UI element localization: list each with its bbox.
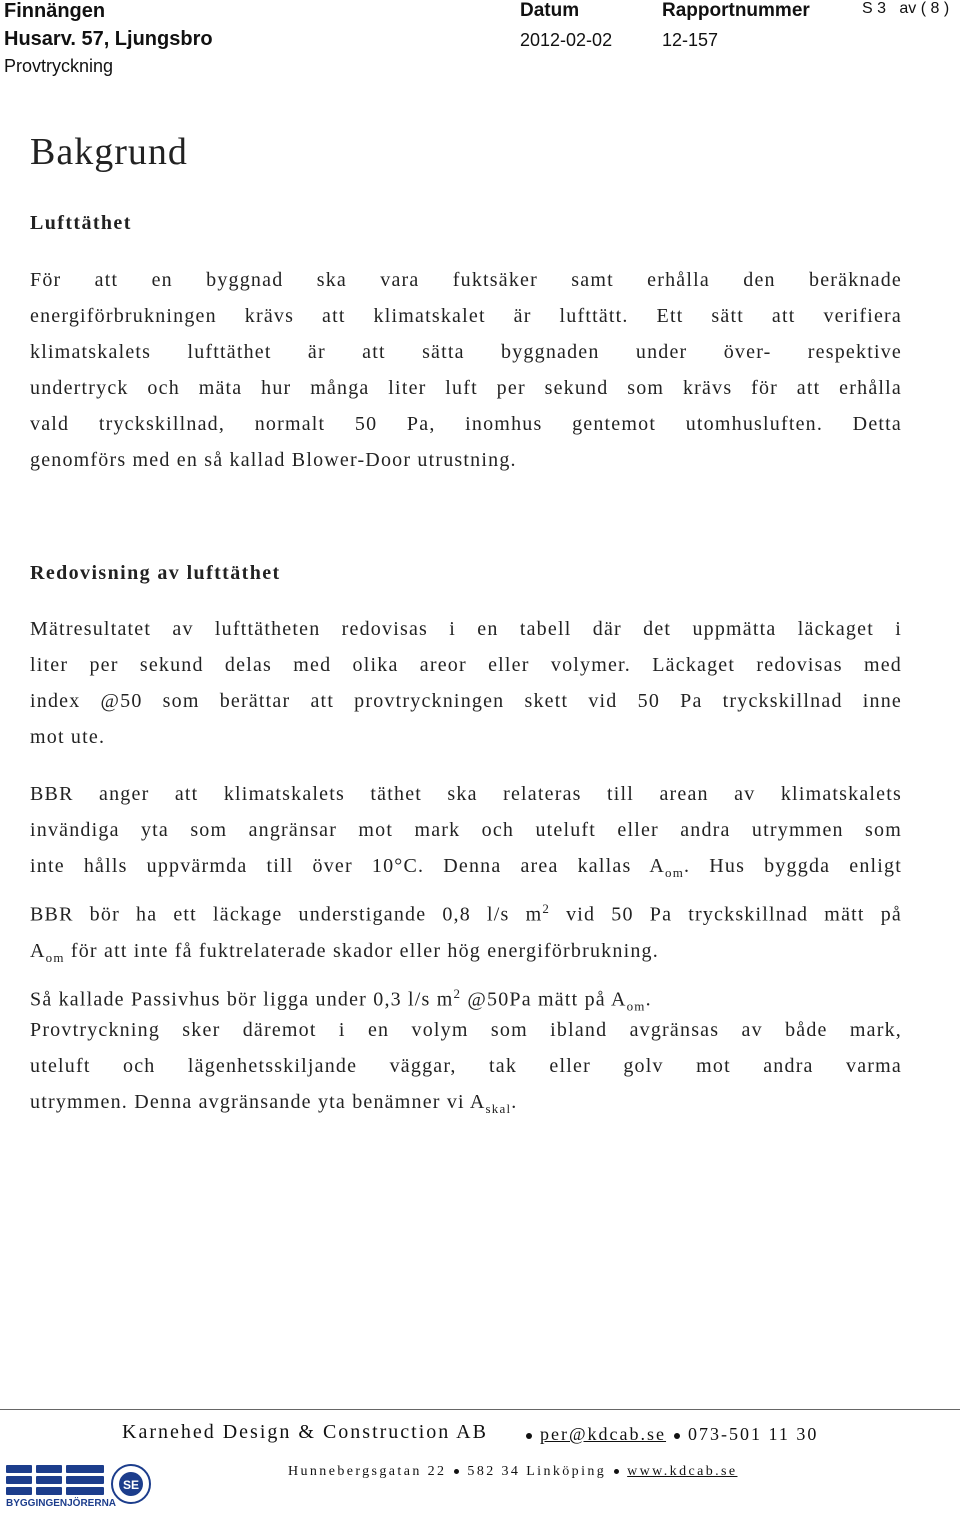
report-number-value: 12-157	[662, 30, 719, 50]
logo-mark-icon	[6, 1465, 104, 1495]
footer-city: 582 34 Linköping	[467, 1464, 607, 1479]
text-line: genomförs med en så kallad Blower-Door utrustning.	[30, 449, 517, 471]
superscript: 2	[453, 985, 462, 1001]
subscript: om	[626, 998, 646, 1014]
text-run: @50Pa mätt på A	[461, 988, 627, 1011]
text-line: liter per sekund delas med olika areor eller volymer. Läckaget redovisas med	[30, 654, 902, 676]
text-line	[30, 891, 902, 933]
section-heading-redovisning: Redovisning av lufttäthet	[30, 562, 281, 584]
text-line: BBR anger att klimatskalets täthet ska relateras till arean av klimatskalets	[30, 783, 902, 805]
text-line: Mätresultatet av lufttätheten redovisas i en tabell där det uppmätta läckaget i	[30, 618, 902, 640]
text-line: klimatskalets lufttäthet är att sätta byggnaden under över- respektive	[30, 341, 902, 363]
footer-phone: 073-501 11 30	[688, 1424, 819, 1444]
bullet-icon	[674, 1433, 680, 1439]
superscript: 2	[542, 901, 551, 916]
badge-text: SE	[122, 1478, 140, 1492]
text-line	[30, 848, 902, 891]
byggingenjorerna-logo	[4, 1462, 154, 1510]
text-line	[30, 933, 902, 976]
text-run: Så kallade Passivhus bör ligga under 0,3 l/s m	[30, 988, 454, 1011]
text-line: Provtryckning sker däremot i en volym som ibland avgränsas av både mark,	[30, 1019, 902, 1041]
subscript: om	[45, 949, 65, 965]
project-address: Husarv. 57, Ljungsbro	[4, 28, 213, 50]
project-name: Finnängen	[4, 0, 106, 22]
text-line: undertryck och mäta hur många liter luft per sekund som krävs för att erhålla	[30, 377, 902, 399]
text-line: energiförbrukningen krävs att klimatskalet är lufttätt. Ett sätt att verifiera	[30, 305, 902, 327]
footer-web-link[interactable]: www.kdcab.se	[627, 1464, 738, 1479]
text-run: BBR bör ha ett läckage understigande 0,8 l/s m	[30, 903, 543, 926]
paragraph-redovisning-1	[30, 611, 902, 755]
document-type: Provtryckning	[4, 56, 114, 76]
date-label: Datum	[520, 0, 580, 21]
logo-text: BYGGINGENJÖRERNA	[6, 1498, 117, 1509]
footer-divider	[0, 1409, 960, 1410]
bullet-icon	[614, 1469, 619, 1474]
report-number-label: Rapportnummer	[662, 0, 810, 21]
text-run: . Hus byggda enligt	[684, 855, 903, 877]
footer-address	[288, 1464, 737, 1480]
certification-badge-icon	[112, 1465, 150, 1503]
text-line	[30, 1084, 902, 1127]
footer-email-link[interactable]: per@kdcab.se	[540, 1424, 667, 1444]
bullet-icon	[454, 1469, 459, 1474]
text-line: För att en byggnad ska vara fuktsäker samt erhålla den beräknade	[30, 269, 902, 291]
date-value: 2012-02-02	[520, 30, 613, 50]
text-line: mot ute.	[30, 726, 106, 748]
footer-company: Karnehed Design & Construction AB	[122, 1421, 488, 1443]
section-heading-lufttathet: Lufttäthet	[30, 212, 132, 234]
text-run: vid 50 Pa tryckskillnad mätt på	[550, 903, 902, 926]
text-line: uteluft och lägenhetsskiljande väggar, tak eller golv mot andra varma	[30, 1055, 902, 1077]
footer-contact	[518, 1424, 818, 1445]
footer-street: Hunnebergsgatan 22	[288, 1464, 447, 1479]
bullet-icon	[526, 1433, 532, 1439]
text-run: inte hålls uppvärmda till över 10°C. Denna area kallas A	[30, 855, 666, 877]
text-run: för att inte få fuktrelaterade skador eller hög energiförbrukning.	[64, 939, 659, 962]
subscript: skal	[485, 1101, 512, 1116]
text-run: utrymmen. Denna avgränsande yta benämner vi A	[30, 1091, 486, 1113]
paragraph-lufttathet	[30, 262, 902, 478]
page-title: Bakgrund	[30, 131, 188, 173]
subscript: om	[665, 865, 685, 880]
page-indicator: S 3 av ( 8 )	[862, 0, 950, 17]
text-line: invändiga yta som angränsar mot mark och uteluft eller andra utrymmen som	[30, 819, 902, 841]
text-run: .	[645, 988, 652, 1011]
text-line: index @50 som berättar att provtryckningen skett vid 50 Pa tryckskillnad inne	[30, 690, 902, 712]
text-run: .	[511, 1091, 518, 1113]
paragraph-redovisning-3	[30, 1012, 902, 1127]
text-line: vald tryckskillnad, normalt 50 Pa, inomhus gentemot utomhusluften. Detta	[30, 413, 902, 435]
paragraph-redovisning-2	[30, 776, 902, 1024]
text-run: A	[30, 939, 46, 962]
